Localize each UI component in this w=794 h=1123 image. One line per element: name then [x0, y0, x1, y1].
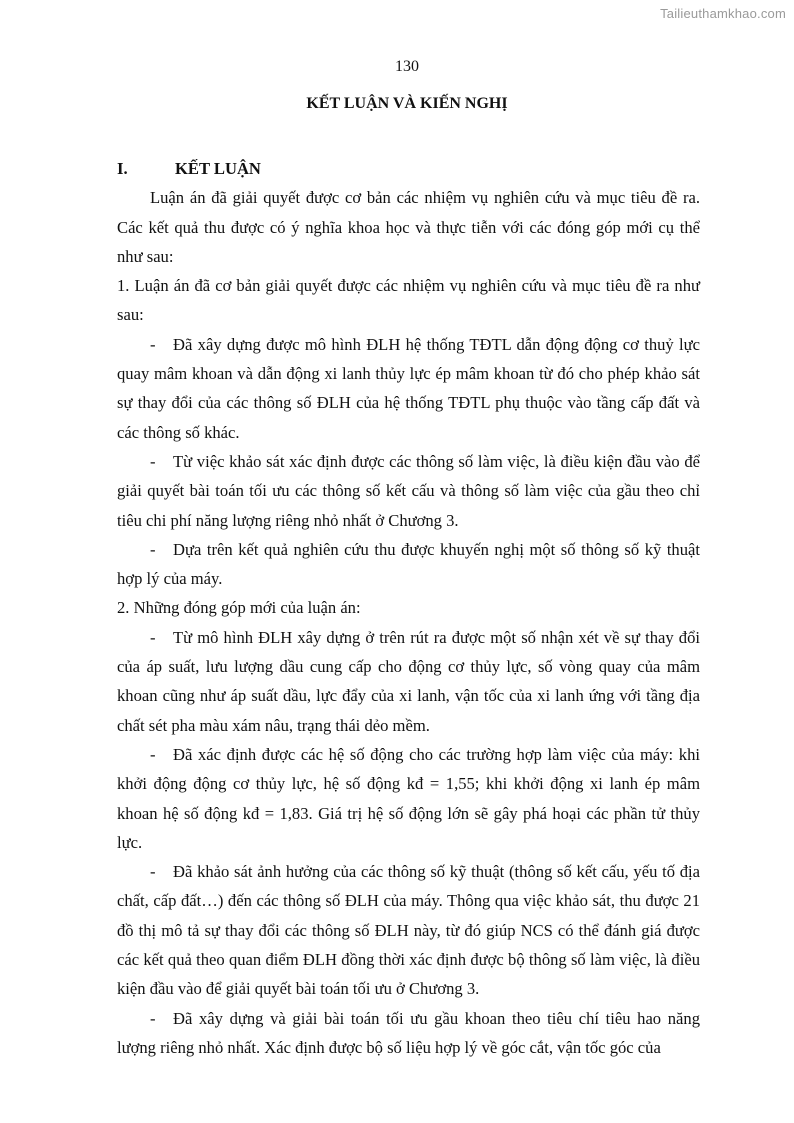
intro-paragraph: Luận án đã giải quyết được cơ bản các nhiệm vụ nghiên cứu và mục tiêu đề ra. Các kết quả thu được có ý nghĩa khoa học và thực tiễn với các đóng góp mới cụ thể như sau: — [117, 188, 700, 266]
watermark: Tailieuthamkhao.com — [660, 6, 786, 21]
item1-heading: 1. Luận án đã cơ bản giải quyết được các nhiệm vụ nghiên cứu và mục tiêu đề ra như sau: — [117, 276, 700, 325]
bullet-text: Đã xây dựng được mô hình ĐLH hệ thống TĐTL dẫn động động cơ thuỷ lực quay mâm khoan và dẫn động xi lanh thủy lực ép mâm khoan từ đó cho phép khảo sát sự thay đổi của các thông số ĐLH của hệ thống TĐTL phụ thuộc vào tầng cấp đất và các thông số khác. — [117, 334, 700, 442]
bullet-dash: - — [150, 744, 156, 764]
bullet-text: Đã khảo sát ảnh hưởng của các thông số kỹ thuật (thông số kết cấu, yếu tố địa chất, cấp đất…) đến các thông số ĐLH của máy. Thông qua việc khảo sát, thu được 21 đồ thị mô tả sự thay đổi các thông số ĐLH này, từ đó giúp NCS có thể đánh giá được các kết quả theo quan điểm ĐLH đồng thời xác định được bộ thông số làm việc, là điều kiện đầu vào để giải quyết bài toán tối ưu ở Chương 3. — [117, 862, 700, 999]
bullet-item — [117, 857, 700, 1003]
bullet-dash: - — [150, 1008, 156, 1028]
bullet-text: Đã xác định được các hệ số động cho các trường hợp làm việc của máy: khi khởi động động cơ thủy lực, hệ số động kđ = 1,55; khi khởi động xi lanh ép mâm khoan hệ số động kđ = 1,83. Giá trị hệ số động lớn sẽ gây phá hoại các phần tử thủy lực. — [117, 744, 700, 852]
bullet-item — [117, 1004, 700, 1063]
bullet-item — [117, 623, 700, 740]
bullet-text: Dựa trên kết quả nghiên cứu thu được khuyến nghị một số thông số kỹ thuật hợp lý của máy. — [117, 539, 700, 589]
bullet-item — [117, 535, 700, 594]
section-number: I. — [117, 159, 128, 178]
bullet-item — [117, 740, 700, 857]
bullet-item — [117, 330, 700, 447]
section-heading — [117, 154, 700, 183]
bullet-dash: - — [150, 334, 156, 354]
bullet-dash: - — [150, 862, 156, 882]
bullet-text: Từ mô hình ĐLH xây dựng ở trên rút ra được một số nhận xét về sự thay đổi của áp suất, lưu lượng dầu cung cấp cho động cơ thủy lực, số vòng quay của mâm khoan cũng như áp suất dầu, lực đẩy của xi lanh, vận tốc của xi lanh ứng với tầng địa chất sét pha màu xám nâu, trạng thái dẻo mềm. — [117, 627, 700, 735]
bullet-dash: - — [150, 627, 156, 647]
bullet-dash: - — [150, 539, 156, 559]
page-title: KẾT LUẬN VÀ KIẾN NGHỊ — [306, 95, 508, 112]
bullet-dash: - — [150, 451, 156, 471]
bullet-text: Đã xây dựng và giải bài toán tối ưu gầu khoan theo tiêu chí tiêu hao năng lượng riêng nhỏ nhất. Xác định được bộ số liệu hợp lý về góc cắt, vận tốc góc của — [117, 1008, 700, 1057]
section-title: KẾT LUẬN — [175, 159, 261, 178]
bullet-item — [117, 447, 700, 535]
document-body — [117, 154, 700, 1062]
item2-heading: 2. Những đóng góp mới của luận án: — [117, 598, 361, 618]
bullet-text: Từ việc khảo sát xác định được các thông số làm việc, là điều kiện đầu vào để giải quyết bài toán tối ưu các thông số kết cấu và thông số làm việc của gầu theo chỉ tiêu chi phí năng lượng riêng nhỏ nhất ở Chương 3. — [117, 451, 700, 530]
page-number: 130 — [395, 58, 419, 75]
